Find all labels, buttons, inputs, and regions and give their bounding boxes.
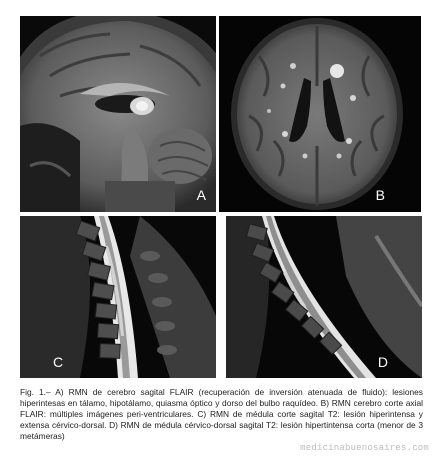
sagittal-spine-image-d (226, 216, 422, 378)
panel-label-a: A (196, 187, 206, 203)
sagittal-brain-image (20, 16, 216, 212)
figure-caption: Fig. 1.– A) RMN de cerebro sagital FLAIR (recuperación de inversión atenuada de fluido): lesiones hiperintesas en tálamo, hipotálamo, quiasma óptico y dorso del bulbo raquídeo. B) RMN cerebro corte axial FLAIR: múltiples imágenes peri-ventriculares. C) RMN de médula corte sagital T2: lesión hiperintensa y extensa cérvico-dorsal. D) RMN de médula cérvico-dorsal sagital T2: lesión hipertintensa corta (menor de 3 metámeras) (20, 387, 423, 441)
panel-label-b: B (375, 187, 385, 203)
panel-label-c: C (53, 354, 64, 370)
panel-label-d: D (377, 354, 388, 370)
watermark: medicinabuenosaires.com (300, 443, 429, 453)
mri-panel-b (219, 16, 421, 212)
axial-brain-image (219, 16, 421, 212)
mri-panel-c (20, 216, 216, 378)
sagittal-spine-image-c (20, 216, 216, 378)
mri-panel-d (226, 216, 422, 378)
mri-panel-a (20, 16, 216, 212)
